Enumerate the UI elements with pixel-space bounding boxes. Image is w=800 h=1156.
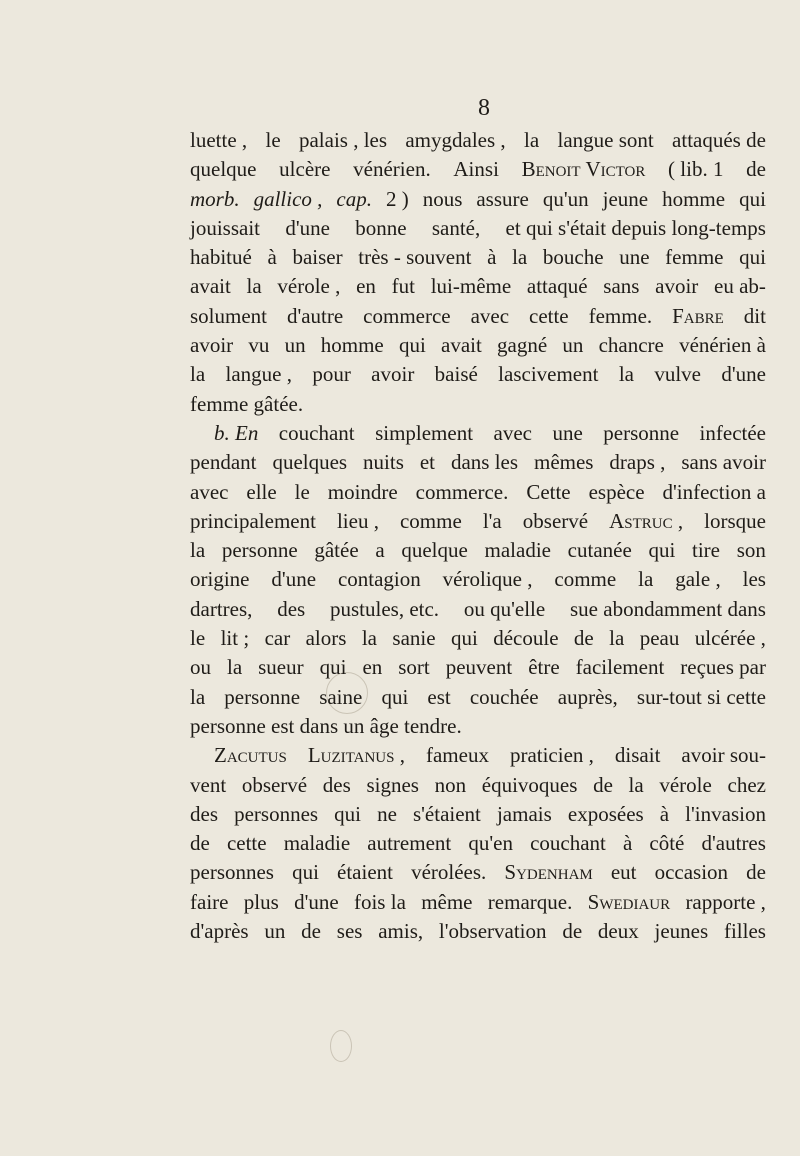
- word: étaient: [337, 860, 393, 885]
- text-line: [190, 565, 766, 594]
- word: d'une: [271, 567, 317, 592]
- word: la: [190, 362, 206, 387]
- word: de: [746, 157, 766, 182]
- word: d'une: [285, 215, 330, 240]
- word: homme: [320, 333, 384, 358]
- word: femme: [665, 245, 724, 270]
- word: avoir: [190, 333, 234, 358]
- word: de: [190, 831, 210, 856]
- word: commerce: [363, 303, 451, 328]
- word: ou: [190, 655, 211, 680]
- word: couchée: [469, 684, 539, 709]
- word: un: [264, 919, 286, 944]
- word: avec: [190, 479, 229, 504]
- word: homme: [662, 186, 726, 211]
- word: observé: [241, 772, 308, 797]
- word: la: [190, 684, 206, 709]
- word: avoir sou-: [681, 743, 766, 768]
- word: baisé: [434, 362, 478, 387]
- text-line: [190, 419, 766, 448]
- word: qui: [381, 684, 409, 709]
- word: draps ,: [609, 450, 666, 475]
- word: chancre: [598, 333, 664, 358]
- word: avec: [470, 303, 510, 328]
- word: vérole: [659, 772, 712, 797]
- word: et: [419, 450, 435, 475]
- word: quelque: [190, 157, 257, 182]
- word: quelques: [272, 450, 348, 475]
- word: origine: [190, 567, 250, 592]
- word: son: [736, 538, 766, 563]
- word: vulve: [654, 362, 701, 387]
- word: qui: [292, 860, 319, 885]
- word: bonne: [355, 215, 407, 240]
- word: Benoit Victor: [521, 157, 646, 182]
- word: vérolique ,: [442, 567, 533, 592]
- word: un: [284, 333, 306, 358]
- word: femme.: [588, 303, 653, 328]
- word: personnes: [234, 801, 319, 826]
- word: maladie: [484, 538, 551, 563]
- word: fois la: [353, 889, 406, 914]
- word: qui: [450, 626, 478, 651]
- word: gallico ,: [253, 186, 323, 211]
- text-line: [190, 829, 766, 858]
- word: personne: [224, 684, 301, 709]
- word: cette: [226, 831, 267, 856]
- word: bouche: [542, 245, 604, 270]
- text-line: [190, 624, 766, 653]
- word: le: [294, 479, 310, 504]
- word: cutanée: [567, 538, 632, 563]
- text-line: [190, 185, 766, 214]
- word: chez: [727, 772, 766, 797]
- word: exposées: [567, 801, 644, 826]
- word: morb.: [190, 186, 240, 211]
- word: qui: [739, 186, 766, 211]
- word: d'infection a: [662, 479, 766, 504]
- word: alors: [305, 626, 347, 651]
- word: découle: [493, 626, 559, 651]
- word: luette ,: [190, 128, 248, 152]
- word: gagné: [497, 333, 548, 358]
- word: lorsque: [704, 508, 766, 533]
- word: jeunes: [654, 919, 709, 944]
- text-line: [190, 741, 766, 770]
- word: tire: [692, 538, 720, 563]
- word: car: [264, 626, 291, 651]
- text-line: [190, 214, 766, 243]
- word: qui: [398, 333, 426, 358]
- word: en: [356, 274, 376, 299]
- word: amygdales ,: [405, 128, 506, 152]
- word: deux: [597, 919, 639, 944]
- word: sort: [398, 655, 430, 680]
- word: avait: [190, 274, 231, 299]
- word: la: [609, 626, 625, 651]
- word: plus: [243, 889, 279, 914]
- word: nous: [422, 186, 463, 211]
- text-line: [190, 331, 766, 360]
- word: b. En: [214, 420, 259, 445]
- word: langue sont: [557, 128, 654, 152]
- word: couchant: [278, 420, 355, 445]
- word: sans: [603, 274, 640, 299]
- word: jeune: [602, 186, 649, 211]
- word: à: [659, 801, 670, 826]
- text-line: [190, 478, 766, 507]
- word: principalement: [190, 508, 316, 533]
- word: et qui s'était depuis long-temps: [505, 215, 766, 240]
- word: à: [487, 245, 497, 270]
- word: simplement: [375, 420, 474, 445]
- word: la: [628, 772, 644, 797]
- text-line: [190, 243, 766, 272]
- word: être: [528, 655, 560, 680]
- word: ulcère: [279, 157, 331, 182]
- word: Fabre: [672, 303, 724, 328]
- word: avoir: [371, 362, 415, 387]
- word: une: [552, 420, 583, 445]
- word: lieu ,: [336, 508, 379, 533]
- word: non: [434, 772, 467, 797]
- word: peau: [639, 626, 680, 651]
- word: lascivement: [498, 362, 599, 387]
- text-line: [190, 155, 766, 184]
- word: praticien ,: [509, 743, 594, 768]
- word: la: [618, 362, 634, 387]
- word: à: [622, 831, 633, 856]
- word: elle: [246, 479, 277, 504]
- word: l'a: [482, 508, 502, 533]
- word: un: [562, 333, 584, 358]
- text-line: [190, 917, 766, 946]
- text-line: [190, 771, 766, 800]
- word: d'une: [721, 362, 766, 387]
- word: comme: [554, 567, 617, 592]
- word: jouissait: [190, 215, 261, 240]
- word: mêmes: [533, 450, 594, 475]
- word: des: [322, 772, 351, 797]
- word: l'invasion: [685, 801, 766, 826]
- text-line: [190, 800, 766, 829]
- word: santé,: [431, 215, 481, 240]
- word: vérolées.: [411, 860, 487, 885]
- word: nuits: [363, 450, 404, 475]
- word: fameux: [425, 743, 489, 768]
- word: sueur: [258, 655, 304, 680]
- word: faire: [190, 889, 229, 914]
- word: ( lib. 1: [668, 157, 724, 182]
- word: commerce.: [415, 479, 509, 504]
- word: facilement: [575, 655, 665, 680]
- word: le: [265, 128, 281, 152]
- word: l'observation: [438, 919, 547, 944]
- word: dans les: [450, 450, 519, 475]
- word: habitué: [190, 245, 252, 270]
- word: qui: [319, 655, 347, 680]
- word: pour: [312, 362, 351, 387]
- word: sue abondamment dans: [570, 596, 766, 621]
- text-line: [190, 653, 766, 682]
- word: contagion: [337, 567, 421, 592]
- word: s'étaient: [412, 801, 481, 826]
- word: Astruc ,: [609, 508, 684, 533]
- text-line: [190, 536, 766, 565]
- word: côté: [649, 831, 685, 856]
- word: palais , les: [298, 128, 388, 152]
- word: la: [512, 245, 528, 270]
- word: dartres,: [190, 596, 253, 621]
- word: reçues par: [680, 655, 766, 680]
- word: ou qu'elle: [463, 596, 546, 621]
- text-line: [190, 712, 766, 741]
- word: la: [524, 128, 540, 152]
- word: ses: [336, 919, 363, 944]
- word: disait: [614, 743, 661, 768]
- word: espèce: [588, 479, 645, 504]
- word: d'une: [294, 889, 339, 914]
- word: Sydenham: [504, 860, 593, 885]
- word: la: [226, 655, 243, 680]
- word: à: [267, 245, 277, 270]
- word: personne: [221, 538, 298, 563]
- word: amis,: [378, 919, 424, 944]
- word: vent: [190, 772, 227, 797]
- word: d'après: [190, 919, 249, 944]
- word: en: [362, 655, 383, 680]
- text-line: [190, 595, 766, 624]
- word: personne est dans un âge tendre.: [190, 713, 462, 738]
- word: gâtée: [314, 538, 359, 563]
- word: Cette: [526, 479, 571, 504]
- word: qui: [648, 538, 676, 563]
- word: assure: [476, 186, 529, 211]
- word: saine: [319, 684, 363, 709]
- word: avec: [493, 420, 532, 445]
- word: des: [190, 801, 218, 826]
- word: sanie: [392, 626, 436, 651]
- word: sur-tout si cette: [636, 684, 766, 709]
- word: de: [746, 860, 766, 885]
- word: pustules, etc.: [329, 596, 440, 621]
- word: lit ;: [220, 626, 250, 651]
- word: de: [573, 626, 594, 651]
- word: très - souvent: [358, 245, 472, 270]
- word: rapporte ,: [685, 889, 766, 914]
- word: infectée: [699, 420, 766, 445]
- word: jamais: [496, 801, 552, 826]
- word: eut: [610, 860, 637, 885]
- text-line: [190, 302, 766, 331]
- word: des: [277, 596, 306, 621]
- word: qui: [334, 801, 361, 826]
- word: Swediaur: [587, 889, 671, 914]
- word: ulcérée ,: [694, 626, 766, 651]
- word: vérole ,: [277, 274, 341, 299]
- word: remarque.: [487, 889, 573, 914]
- word: cette: [529, 303, 569, 328]
- word: a: [375, 538, 385, 563]
- word: moindre: [327, 479, 398, 504]
- word: baiser: [292, 245, 343, 270]
- word: auprès,: [557, 684, 618, 709]
- word: personnes: [190, 860, 274, 885]
- word: ne: [377, 801, 397, 826]
- word: quelque: [401, 538, 468, 563]
- word: de: [562, 919, 583, 944]
- word: gale ,: [675, 567, 721, 592]
- text-line: [190, 683, 766, 712]
- word: sans avoir: [681, 450, 766, 475]
- text-line: [190, 888, 766, 917]
- word: même: [421, 889, 473, 914]
- word: signes: [366, 772, 419, 797]
- word: avoir: [655, 274, 699, 299]
- word: peuvent: [445, 655, 513, 680]
- word: cap.: [336, 186, 372, 211]
- word: filles: [723, 919, 766, 944]
- word: une: [619, 245, 650, 270]
- word: Zacutus: [214, 743, 287, 768]
- word: solument: [190, 303, 267, 328]
- text-line: [190, 858, 766, 887]
- word: langue ,: [225, 362, 292, 387]
- text-line: [190, 360, 766, 389]
- word: qu'un: [542, 186, 589, 211]
- word: attaqués de: [672, 128, 766, 152]
- word: dit: [743, 303, 766, 328]
- word: personne: [603, 420, 680, 445]
- word: occasion: [654, 860, 729, 885]
- page-number: 8: [478, 95, 490, 121]
- word: d'autres: [701, 831, 766, 856]
- word: le: [190, 626, 206, 651]
- word: pendant: [190, 450, 257, 475]
- word: 2 ): [385, 186, 409, 211]
- word: attaqué: [526, 274, 588, 299]
- word: Luzitanus ,: [307, 743, 405, 768]
- word: de: [301, 919, 321, 944]
- word: qui: [739, 245, 766, 270]
- word: la: [246, 274, 262, 299]
- text-line: [190, 126, 766, 155]
- word: femme gâtée.: [190, 391, 304, 416]
- word: Ainsi: [453, 157, 499, 182]
- word: d'autre: [286, 303, 344, 328]
- word: les: [742, 567, 766, 592]
- word: la: [638, 567, 654, 592]
- word: la: [361, 626, 377, 651]
- word: eu ab-: [714, 274, 766, 299]
- word: autrement: [367, 831, 452, 856]
- word: de: [593, 772, 613, 797]
- text-line: [190, 272, 766, 301]
- word: comme: [399, 508, 462, 533]
- word: observé: [522, 508, 589, 533]
- word: lui-même: [430, 274, 512, 299]
- text-line: [190, 507, 766, 536]
- word: maladie: [283, 831, 351, 856]
- word: est: [427, 684, 451, 709]
- word: vu: [248, 333, 270, 358]
- body-text: [190, 126, 766, 946]
- word: la: [190, 538, 206, 563]
- word: vénérien à: [679, 333, 766, 358]
- paper-stain: [330, 1030, 352, 1062]
- word: qu'en: [468, 831, 513, 856]
- text-line: [190, 390, 766, 419]
- word: vénérien.: [353, 157, 431, 182]
- word: équivoques: [481, 772, 578, 797]
- word: fut: [391, 274, 415, 299]
- word: couchant: [530, 831, 606, 856]
- text-line: [190, 448, 766, 477]
- word: avait: [441, 333, 482, 358]
